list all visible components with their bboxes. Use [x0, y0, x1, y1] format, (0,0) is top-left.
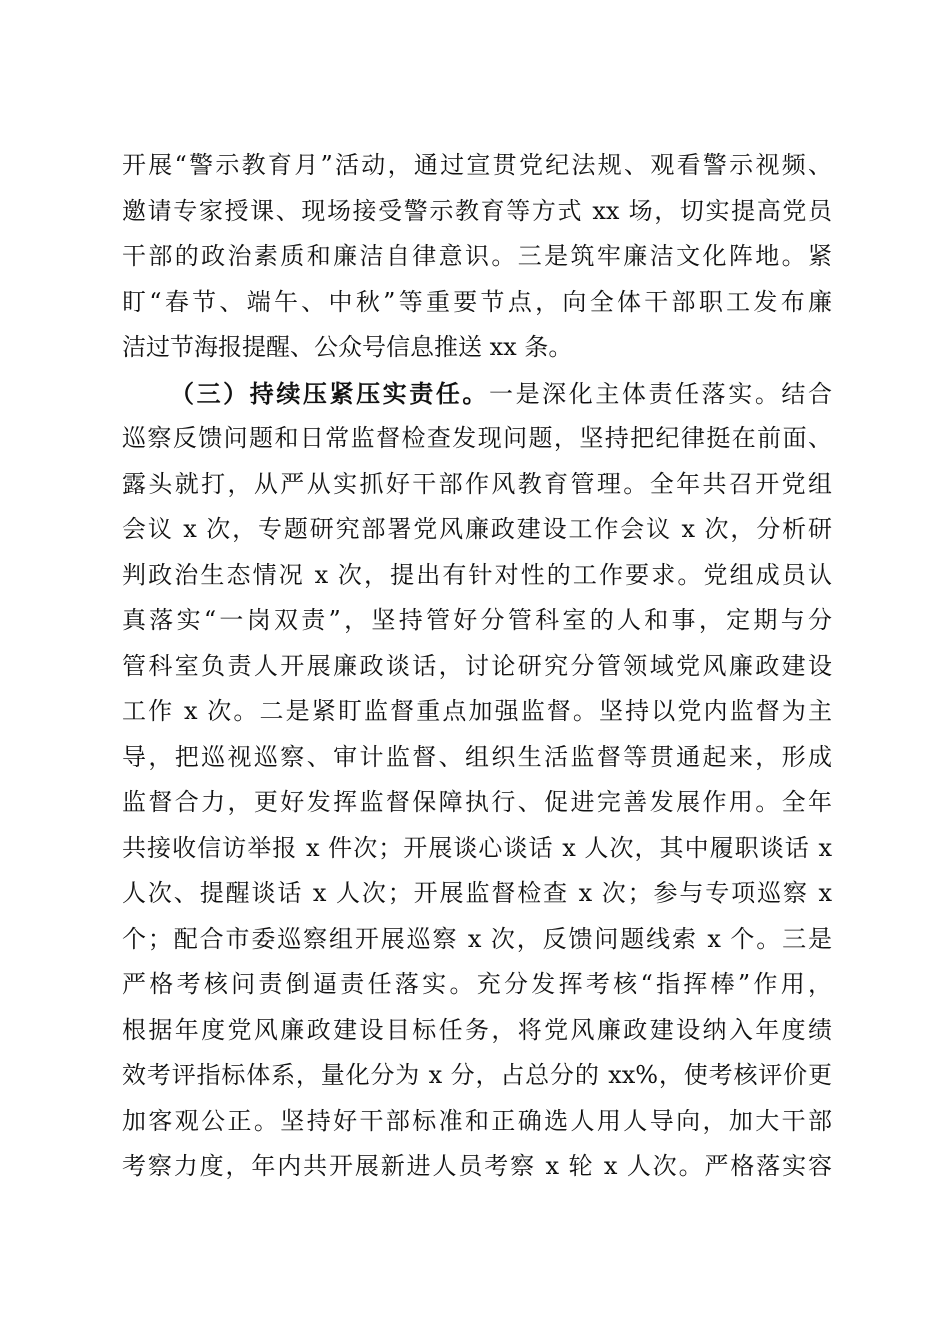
text-line: 判政治生态情况 x 次，提出有针对性的工作要求。党组成员认: [122, 560, 832, 589]
text-line: 人次、提醒谈话 x 人次；开展监督检查 x 次；参与专项巡察 x: [122, 879, 832, 907]
text-line: 监督合力，更好发挥监督保障执行、促进完善发展作用。全年: [122, 788, 832, 816]
text-line: 个；配合市委巡察组开展巡察 x 次，反馈问题线索 x 个。三是: [122, 924, 832, 953]
text-line: 干部的政治素质和廉洁自律意识。三是筑牢廉洁文化阵地。紧: [122, 242, 832, 270]
text-line: 考察力度，年内共开展新进人员考察 x 轮 x 人次。严格落实容: [122, 1152, 832, 1180]
text-line: 开展“警示教育月”活动，通过宣贯党纪法规、观看警示视频、: [122, 151, 832, 179]
text-line: 根据年度党风廉政建设目标任务，将党风廉政建设纳入年度绩: [122, 1015, 832, 1044]
text-line: 会议 x 次，专题研究部署党风廉政建设工作会议 x 次，分析研: [122, 515, 832, 543]
text-run: 一是深化主体责任落实。结合: [489, 379, 832, 408]
text-line: 加客观公正。坚持好干部标准和正确选人用人导向，加大干部: [122, 1106, 832, 1135]
text-line: 盯“春节、端午、中秋”等重要节点，向全体干部职工发布廉: [122, 287, 832, 316]
text-line: 巡察反馈问题和日常监督检查发现问题，坚持把纪律挺在前面、: [122, 424, 832, 452]
text-line: 露头就打，从严从实抓好干部作风教育管理。全年共召开党组: [122, 469, 832, 498]
section-heading: （三）持续压紧压实责任。: [170, 378, 489, 408]
text-line: 真落实“一岗双责”，坚持管好分管科室的人和事，定期与分: [122, 606, 832, 634]
text-line: 邀请专家授课、现场接受警示教育等方式 xx 场，切实提高党员: [122, 196, 832, 225]
text-line: 管科室负责人开展廉政谈话，讨论研究分管领域党风廉政建设: [122, 651, 832, 680]
text-line: 效考评指标体系，量化分为 x 分，占总分的 xx%，使考核评价更: [122, 1061, 832, 1089]
text-line: 工作 x 次。二是紧盯监督重点加强监督。坚持以党内监督为主: [122, 697, 832, 725]
text-line: 洁过节海报提醒、公众号信息推送 xx 条。: [122, 333, 573, 361]
text-line: 导，把巡视巡察、审计监督、组织生活监督等贯通起来，形成: [122, 742, 832, 771]
text-line: [122, 371, 832, 417]
text-line: 严格考核问责倒逼责任落实。充分发挥考核“指挥棒”作用，: [122, 970, 832, 998]
body-text: [122, 143, 832, 1190]
paragraph-2: [122, 371, 832, 1190]
text-line: 共接收信访举报 x 件次；开展谈心谈话 x 人次，其中履职谈话 x: [122, 833, 832, 862]
paragraph-1: [122, 143, 832, 371]
